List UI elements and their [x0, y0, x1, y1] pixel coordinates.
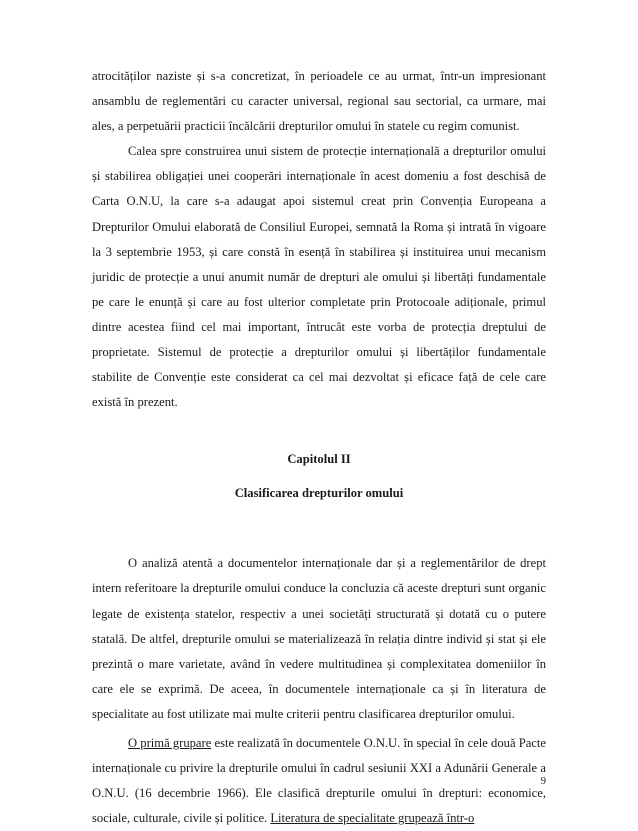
underlined-literature: Literatura de specialitate grupează într-o — [270, 811, 475, 826]
first-grouping-text: este realizată în documentele O.N.U. în special în cele două Pacte internaționale cu privire la drepturile omului în cadrul sesiunii XXI a Adunării Generale a O.N.U. (16 decembrie 1966). Ele clasifică drepturile omului în drepturi: economice, sociale, culturale, civile și politice. — [92, 735, 546, 826]
paragraph-intro-continuation: atrocităților naziste și s-a concretizat, în perioadele ce au urmat, într-un impresionant ansamblu de reglementări cu caracter universal, regional sau sectorial, ca urmare, mai ales, a perpetuării practicii încălcării drepturilor omului în statele cu regim comunist. — [92, 69, 546, 134]
page-number: 9 — [540, 776, 546, 787]
chapter-number: Capitolul II — [287, 452, 351, 467]
paragraph-classification-analysis: O analiză atentă a documentelor internaționale dar și a reglementărilor de drept intern referitoare la drepturile omului conduce la concluzia că aceste drepturi sunt organic legate de existența statelor, respectiv a unei societăți structurată și dotată cu o putere statală. De altfel, drepturile omului se materializează în relația dintre individ și stat și ele prezintă o mare varietate, având în vedere multitudinea și complexitatea domeniilor în care ele se exprimă. De aceea, în documentele internaționale ca și în literatura de specialitate au fost utilizate mai multe criterii pentru clasificarea drepturilor omului. — [92, 556, 546, 721]
page-body — [92, 64, 546, 831]
underlined-first-grouping: O primă grupare — [128, 735, 212, 750]
paragraph-protection-system: Calea spre construirea unui sistem de protecție internațională a drepturilor omului și stabilirea obligației unei cooperări internaționale în acest domeniu a fost deschisă de Carta O.N.U, la care s-a adaugat apoi sistemul creat prin Convenția Europeana a Drepturilor Omului elaborată de Consiliul Europei, semnată la Roma și intrată în vigoare la 3 septembrie 1953, și care constă în esență în stabilirea și instituirea unui mecanism juridic de protecție a unui anumit număr de drepturi ale omului și libertăți fundamentale pe care le enunță și care au fost ulterior completate prin Protocoale adiționale, primul dintre acestea fiind cel mai important, întrucât este vorba de protecția dreptului de proprietate. Sistemul de protecție a drepturilor omului și libertăților fundamentale stabilite de Convenție este considerat ca cel mai dezvoltat și eficace față de cele care există în prezent. — [92, 144, 546, 410]
paragraph-first-grouping — [92, 731, 546, 831]
chapter-title: Clasificarea drepturilor omului — [234, 486, 404, 501]
